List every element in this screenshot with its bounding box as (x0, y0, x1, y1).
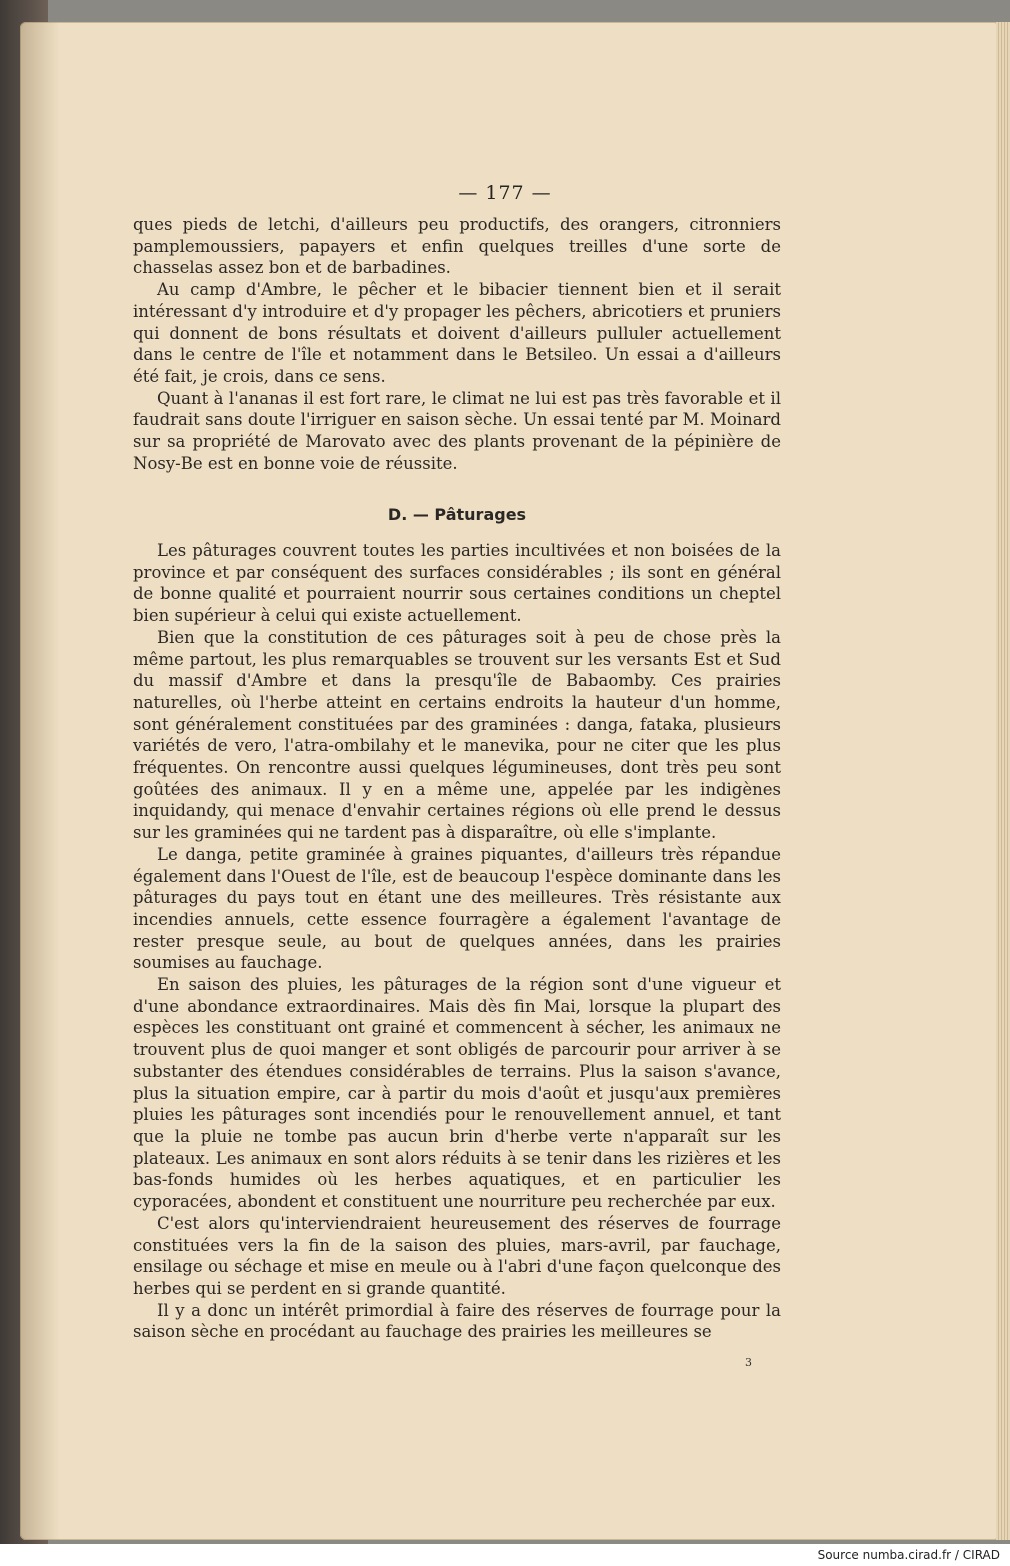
paragraph: En saison des pluies, les pâturages de la région sont d'une vigueur et d'une abondance extraordinaires. Mais dès fin Mai, lorsque la plupart des espèces les constituant ont grainé et commencent à sécher, les animaux ne trouvent plus de quoi manger et sont obligés de parcourir pour arriver à se substanter des étendues considérables de terrains. Plus la saison s'avance, plus la situation empire, car à partir du mois d'août et jusqu'aux premières pluies les pâturages sont incendiés pour le renouvellement annuel, et tant que la pluie ne tombe pas aucun brin d'herbe verte n'apparaît sur les plateaux. Les animaux en sont alors réduits à se tenir dans les rizières et les bas-fonds humides où les herbes aquatiques, et en particulier les cyporacées, abondent et constituent une nourriture peu recherchée par eux. (133, 975, 781, 1212)
page-number: — 177 — (458, 182, 552, 204)
source-credit-link[interactable]: Source numba.cirad.fr / CIRAD (814, 1546, 1004, 1564)
paragraph: Il y a donc un intérêt primordial à faire des réserves de fourrage pour la saison sèche en procédant au fauchage des prairies les meilleures se (133, 1300, 781, 1342)
page-stack-edge (996, 22, 1010, 1540)
text-block-top (133, 214, 781, 474)
paragraph: Le danga, petite graminée à graines piquantes, d'ailleurs très répandue également dans l'Ouest de l'île, est de beaucoup l'espèce dominante dans les pâturages du pays tout en étant une des meilleures. Très résistante aux incendies annuels, cette essence fourragère a également l'avantage de rester presque seule, au bout de quelques années, dans les prairies soumises au fauchage. (133, 844, 781, 973)
text-block-main (133, 540, 781, 1343)
paragraph: Bien que la constitution de ces pâturages soit à peu de chose près la même partout, les plus remarquables se trouvent sur les versants Est et Sud du massif d'Ambre et dans la presqu'île de Babaomby. Ces prairies naturelles, où l'herbe atteint en certains endroits la hauteur d'un homme, sont généralement constituées par des graminées : danga, fataka, plusieurs variétés de vero, l'atra-ombilahy et le manevika, pour ne citer que les plus fréquentes. On rencontre aussi quelques légumineuses, dont très peu sont goûtées des animaux. Il y en a même une, appelée par les indigènes inquidandy, qui menace d'envahir certaines régions où elle prend le dessus sur les graminées qui ne tardent pas à disparaître, où elle s'implante. (133, 627, 781, 843)
paragraph: C'est alors qu'interviendraient heureusement des réserves de fourrage constituées vers la fin de la saison des pluies, mars-avril, par fauchage, ensilage ou séchage et mise en meule ou à l'abri d'une façon quelconque des herbes qui se perdent en si grande quantité. (133, 1213, 781, 1298)
paragraph: Quant à l'ananas il est fort rare, le climat ne lui est pas très favorable et il faudrait sans doute l'irriguer en saison sèche. Un essai tenté par M. Moinard sur sa propriété de Marovato avec des plants provenant de la pépinière de Nosy-Be est en bonne voie de réussite. (133, 388, 781, 473)
page-gutter-shadow (20, 22, 60, 1540)
paragraph: ques pieds de letchi, d'ailleurs peu productifs, des orangers, citronniers pamplemoussiers, papayers et enfin quelques treilles d'une sorte de chasselas assez bon et de barbadines. (133, 215, 781, 278)
signature-mark: 3 (745, 1356, 752, 1369)
paragraph: Les pâturages couvrent toutes les parties incultivées et non boisées de la province et par conséquent des surfaces considérables ; ils sont en général de bonne qualité et pourraient nourrir sous certaines conditions un cheptel bien supérieur à celui qui existe actuellement. (133, 541, 781, 626)
paragraph: Au camp d'Ambre, le pêcher et le bibacier tiennent bien et il serait intéressant d'y introduire et d'y propager les pêchers, abricotiers et pruniers qui donnent de bons résultats et doivent d'ailleurs pulluler actuellement dans le centre de l'île et notamment dans le Betsileo. Un essai a d'ailleurs été fait, je crois, dans ce sens. (133, 280, 781, 386)
section-heading: D. — Pâturages (387, 505, 527, 524)
